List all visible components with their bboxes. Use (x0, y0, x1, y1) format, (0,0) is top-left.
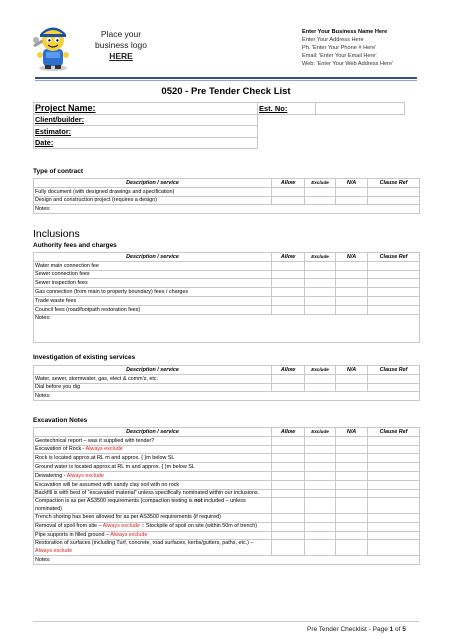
table-row[interactable] (34, 205, 420, 214)
col-allow: Allow (272, 366, 305, 375)
tick-cell[interactable] (305, 480, 336, 489)
logo-placeholder-text (80, 29, 162, 62)
table-row[interactable] (34, 445, 420, 454)
tick-cell[interactable] (368, 540, 420, 556)
notes-label: Notes: (34, 314, 420, 342)
header-divider (35, 77, 417, 79)
col-allow: Allow (272, 179, 305, 188)
tick-cell[interactable] (368, 480, 420, 489)
tick-cell[interactable] (368, 489, 420, 498)
footer-of: of (393, 626, 403, 633)
footer-divider (33, 621, 419, 622)
tick-cell[interactable] (368, 513, 420, 522)
tick-cell[interactable] (272, 480, 305, 489)
section-title-authority-fees: Authority fees and charges (33, 242, 117, 249)
tick-cell[interactable] (305, 513, 336, 522)
tick-cell[interactable] (336, 305, 368, 314)
plumber-mascot-icon (30, 22, 76, 72)
tick-cell[interactable] (368, 471, 420, 480)
col-exclude: Exclude (305, 253, 336, 262)
tick-cell[interactable] (272, 531, 305, 540)
tick-cell[interactable] (272, 445, 305, 454)
date-label: Date: (34, 137, 258, 149)
tick-cell[interactable] (368, 196, 420, 205)
tick-cell[interactable] (305, 296, 336, 305)
tick-cell[interactable] (305, 540, 336, 556)
tick-cell[interactable] (336, 296, 368, 305)
table-row[interactable] (34, 522, 420, 531)
col-clause: Clause Ref (368, 253, 420, 262)
tick-cell[interactable] (368, 270, 420, 279)
tick-cell[interactable] (305, 288, 336, 297)
business-address: Enter Your Address Here (302, 37, 364, 43)
section-title-excavation: Excavation Notes (33, 417, 88, 424)
tick-cell[interactable] (305, 196, 336, 205)
est-no-field[interactable] (316, 103, 405, 115)
table-header-row (34, 428, 420, 437)
col-description: Description / service (34, 366, 272, 375)
col-clause: Clause Ref (368, 366, 420, 375)
row-label: Design and construction project (requires a design) (34, 196, 272, 205)
table-row[interactable] (34, 555, 420, 564)
tick-cell[interactable] (272, 489, 305, 498)
table-row[interactable] (34, 261, 420, 270)
tick-cell[interactable] (305, 454, 336, 463)
tick-cell[interactable] (368, 463, 420, 472)
col-allow: Allow (272, 428, 305, 437)
table-row[interactable] (34, 196, 420, 205)
page-footer (307, 626, 406, 633)
tick-cell[interactable] (305, 463, 336, 472)
row-label: Water main connection fee (34, 261, 272, 270)
table-row[interactable] (34, 314, 420, 342)
tick-cell[interactable] (368, 279, 420, 288)
row-label: Excavation will be assumed with sandy clay soil with no rock (34, 480, 272, 489)
col-na: N/A (336, 179, 368, 188)
inclusions-heading: Inclusions (33, 228, 80, 240)
tick-cell[interactable] (368, 445, 420, 454)
row-label: Backfill is with best of “excavated material” unless specifically nominated within our inclusions. (34, 489, 272, 498)
tick-cell[interactable] (368, 305, 420, 314)
col-exclude: Exclude (305, 179, 336, 188)
row-text: Removal of spoil from site – (35, 523, 103, 530)
row-label: Council fees (road/footpath restoration fees) (34, 305, 272, 314)
col-allow: Allow (272, 253, 305, 262)
row-label: Fully document (with designed drawings and specification) (34, 187, 272, 196)
tick-cell[interactable] (272, 436, 305, 445)
tick-cell[interactable] (272, 383, 305, 392)
col-exclude: Exclude (305, 428, 336, 437)
footer-text: Pre Tender Checklist - Page (307, 626, 390, 633)
tick-cell[interactable] (368, 187, 420, 196)
tick-cell[interactable] (336, 383, 368, 392)
business-email: Email: 'Enter Your Email Here' (302, 53, 377, 59)
notes-label: Notes: (34, 392, 420, 401)
logo-line-2: business logo (95, 40, 147, 50)
row-label: Water, sewer, stormwater, gas, elect & comm's, etc. (34, 374, 272, 383)
col-na: N/A (336, 428, 368, 437)
table-row[interactable] (34, 296, 420, 305)
business-name: Enter Your Business Name Here (302, 29, 388, 35)
tick-cell[interactable] (336, 531, 368, 540)
table-row[interactable] (34, 436, 420, 445)
tick-cell[interactable] (336, 196, 368, 205)
investigation-table (33, 365, 420, 401)
excavation-table (33, 427, 420, 565)
tick-cell[interactable] (272, 288, 305, 297)
row-label (34, 445, 272, 454)
always-exclude-note: Always exclude (85, 446, 123, 453)
tick-cell[interactable] (336, 540, 368, 556)
tick-cell[interactable] (336, 489, 368, 498)
tick-cell[interactable] (305, 471, 336, 480)
logo-line-3: HERE (109, 51, 133, 61)
tick-cell[interactable] (272, 296, 305, 305)
always-exclude-note: Always exclude (102, 523, 140, 530)
table-row[interactable] (34, 489, 420, 498)
table-header-row (34, 253, 420, 262)
tick-cell[interactable] (368, 261, 420, 270)
table-row[interactable] (34, 540, 420, 556)
tick-cell[interactable] (272, 374, 305, 383)
tick-cell[interactable] (272, 279, 305, 288)
table-header-row (34, 179, 420, 188)
row-text: included – unless nominated) (35, 498, 246, 512)
tick-cell[interactable] (305, 305, 336, 314)
tick-cell[interactable] (336, 480, 368, 489)
authority-fees-table (33, 252, 420, 343)
business-phone: Ph. 'Enter Your Phone # Here' (302, 45, 377, 51)
row-label: Dial before you dig (34, 383, 272, 392)
tick-cell[interactable] (336, 279, 368, 288)
always-exclude-note: Always exclude (35, 547, 73, 554)
tick-cell[interactable] (368, 374, 420, 383)
tick-cell[interactable] (368, 531, 420, 540)
table-row[interactable] (34, 305, 420, 314)
tick-cell[interactable] (368, 498, 420, 514)
logo-line-1: Place your (100, 29, 142, 39)
tick-cell[interactable] (272, 305, 305, 314)
tick-cell[interactable] (336, 374, 368, 383)
tick-cell[interactable] (305, 261, 336, 270)
project-name-label: Project Name: (34, 103, 258, 115)
tick-cell[interactable] (272, 463, 305, 472)
col-exclude: Exclude (305, 366, 336, 375)
tick-cell[interactable] (272, 261, 305, 270)
table-row[interactable] (34, 471, 420, 480)
tick-cell[interactable] (305, 187, 336, 196)
document-page (30, 0, 422, 640)
client-label: Client/builder: (34, 114, 258, 126)
row-label: Geotechnical report – was it supplied with tender? (34, 436, 272, 445)
table-row[interactable] (34, 480, 420, 489)
section-title-type-of-contract: Type of contract (33, 168, 84, 175)
col-description: Description / service (34, 253, 272, 262)
tick-cell[interactable] (305, 531, 336, 540)
row-text: Excavation of Rock - (35, 446, 86, 453)
always-exclude-note: Always exclude (66, 472, 104, 479)
notes-label: Notes: (34, 555, 420, 564)
table-row[interactable] (34, 270, 420, 279)
row-text: Compaction is as per AS3500 requirements (compaction testing is (35, 498, 195, 505)
tick-cell[interactable] (368, 288, 420, 297)
table-row[interactable] (34, 187, 420, 196)
col-clause: Clause Ref (368, 179, 420, 188)
estimator-label: Estimator: (34, 126, 258, 138)
table-row[interactable] (34, 463, 420, 472)
footer-page-number: 1 (389, 626, 394, 633)
tick-cell[interactable] (305, 279, 336, 288)
always-exclude-note: Always exclude (110, 532, 148, 539)
tick-cell[interactable] (336, 436, 368, 445)
tick-cell[interactable] (272, 540, 305, 556)
row-text: Pipe supports in filled ground – (35, 532, 111, 539)
tick-cell[interactable] (305, 445, 336, 454)
tick-cell[interactable] (336, 288, 368, 297)
row-label: Gas connection (from main to property boundary) fees / charges (34, 288, 272, 297)
row-label: Rock is located approx.at RL m and approx. { }m below SL (34, 454, 272, 463)
table-row[interactable] (34, 374, 420, 383)
tick-cell[interactable] (305, 522, 336, 531)
table-row[interactable] (34, 279, 420, 288)
row-text: :: Stockpile of spoil on site (within 50m of trench) (139, 523, 258, 530)
tick-cell[interactable] (336, 270, 368, 279)
tick-cell[interactable] (305, 436, 336, 445)
table-row[interactable] (34, 288, 420, 297)
row-label: Sewer inspection fees (34, 279, 272, 288)
tick-cell[interactable] (272, 522, 305, 531)
row-label: Trade waste fees (34, 296, 272, 305)
table-row[interactable] (34, 454, 420, 463)
header-divider-thin (35, 80, 417, 81)
est-no-label: Est. No: (258, 103, 316, 115)
col-description: Description / service (34, 428, 272, 437)
notes-label: Notes: (34, 205, 420, 214)
tick-cell[interactable] (368, 296, 420, 305)
footer-page-total: 5 (402, 626, 406, 633)
table-row[interactable] (34, 392, 420, 401)
business-web: Web: 'Enter Your Web Address Here' (302, 61, 394, 67)
row-label: Sewer connection fees (34, 270, 272, 279)
type-of-contract-table (33, 178, 420, 214)
tick-cell[interactable] (336, 463, 368, 472)
tick-cell[interactable] (336, 471, 368, 480)
tick-cell[interactable] (368, 436, 420, 445)
tick-cell[interactable] (272, 270, 305, 279)
tick-cell[interactable] (368, 454, 420, 463)
col-na: N/A (336, 366, 368, 375)
row-text: Dewatering - (35, 472, 67, 479)
table-row[interactable] (34, 383, 420, 392)
tick-cell[interactable] (305, 498, 336, 514)
row-label: Trench shoring has been allowed for as per AS3500 requirements (if required) (34, 513, 272, 522)
logo-placeholder (30, 22, 162, 72)
tick-cell[interactable] (305, 489, 336, 498)
tick-cell[interactable] (368, 383, 420, 392)
row-label: Ground water is located approx.at RL m and approx. { }m below SL (34, 463, 272, 472)
project-info-table (33, 102, 405, 149)
col-description: Description / service (34, 179, 272, 188)
col-clause: Clause Ref (368, 428, 420, 437)
row-label (34, 540, 272, 556)
tick-cell[interactable] (272, 454, 305, 463)
row-label (34, 471, 272, 480)
table-row[interactable] (34, 531, 420, 540)
tick-cell[interactable] (272, 498, 305, 514)
table-header-row (34, 366, 420, 375)
tick-cell[interactable] (305, 374, 336, 383)
row-label (34, 522, 272, 531)
tick-cell[interactable] (272, 513, 305, 522)
tick-cell[interactable] (336, 498, 368, 514)
row-text-bold: not (194, 498, 203, 505)
tick-cell[interactable] (272, 471, 305, 480)
tick-cell[interactable] (336, 187, 368, 196)
tick-cell[interactable] (336, 445, 368, 454)
tick-cell[interactable] (305, 270, 336, 279)
tick-cell[interactable] (336, 522, 368, 531)
tick-cell[interactable] (336, 261, 368, 270)
tick-cell[interactable] (272, 187, 305, 196)
tick-cell[interactable] (336, 454, 368, 463)
row-label (34, 531, 272, 540)
tick-cell[interactable] (368, 522, 420, 531)
table-row[interactable] (34, 513, 420, 522)
row-label (34, 498, 272, 514)
business-details (302, 28, 442, 68)
tick-cell[interactable] (336, 513, 368, 522)
section-title-investigation: Investigation of existing services (33, 354, 136, 361)
tick-cell[interactable] (305, 383, 336, 392)
document-title: 0520 - Pre Tender Check List (161, 86, 291, 97)
row-text: Restoration of surfaces (including Turf, concrete, road surfaces, kerbs/gutters, paths, etc.) – (35, 540, 254, 547)
tick-cell[interactable] (272, 196, 305, 205)
table-row[interactable] (34, 498, 420, 514)
col-na: N/A (336, 253, 368, 262)
